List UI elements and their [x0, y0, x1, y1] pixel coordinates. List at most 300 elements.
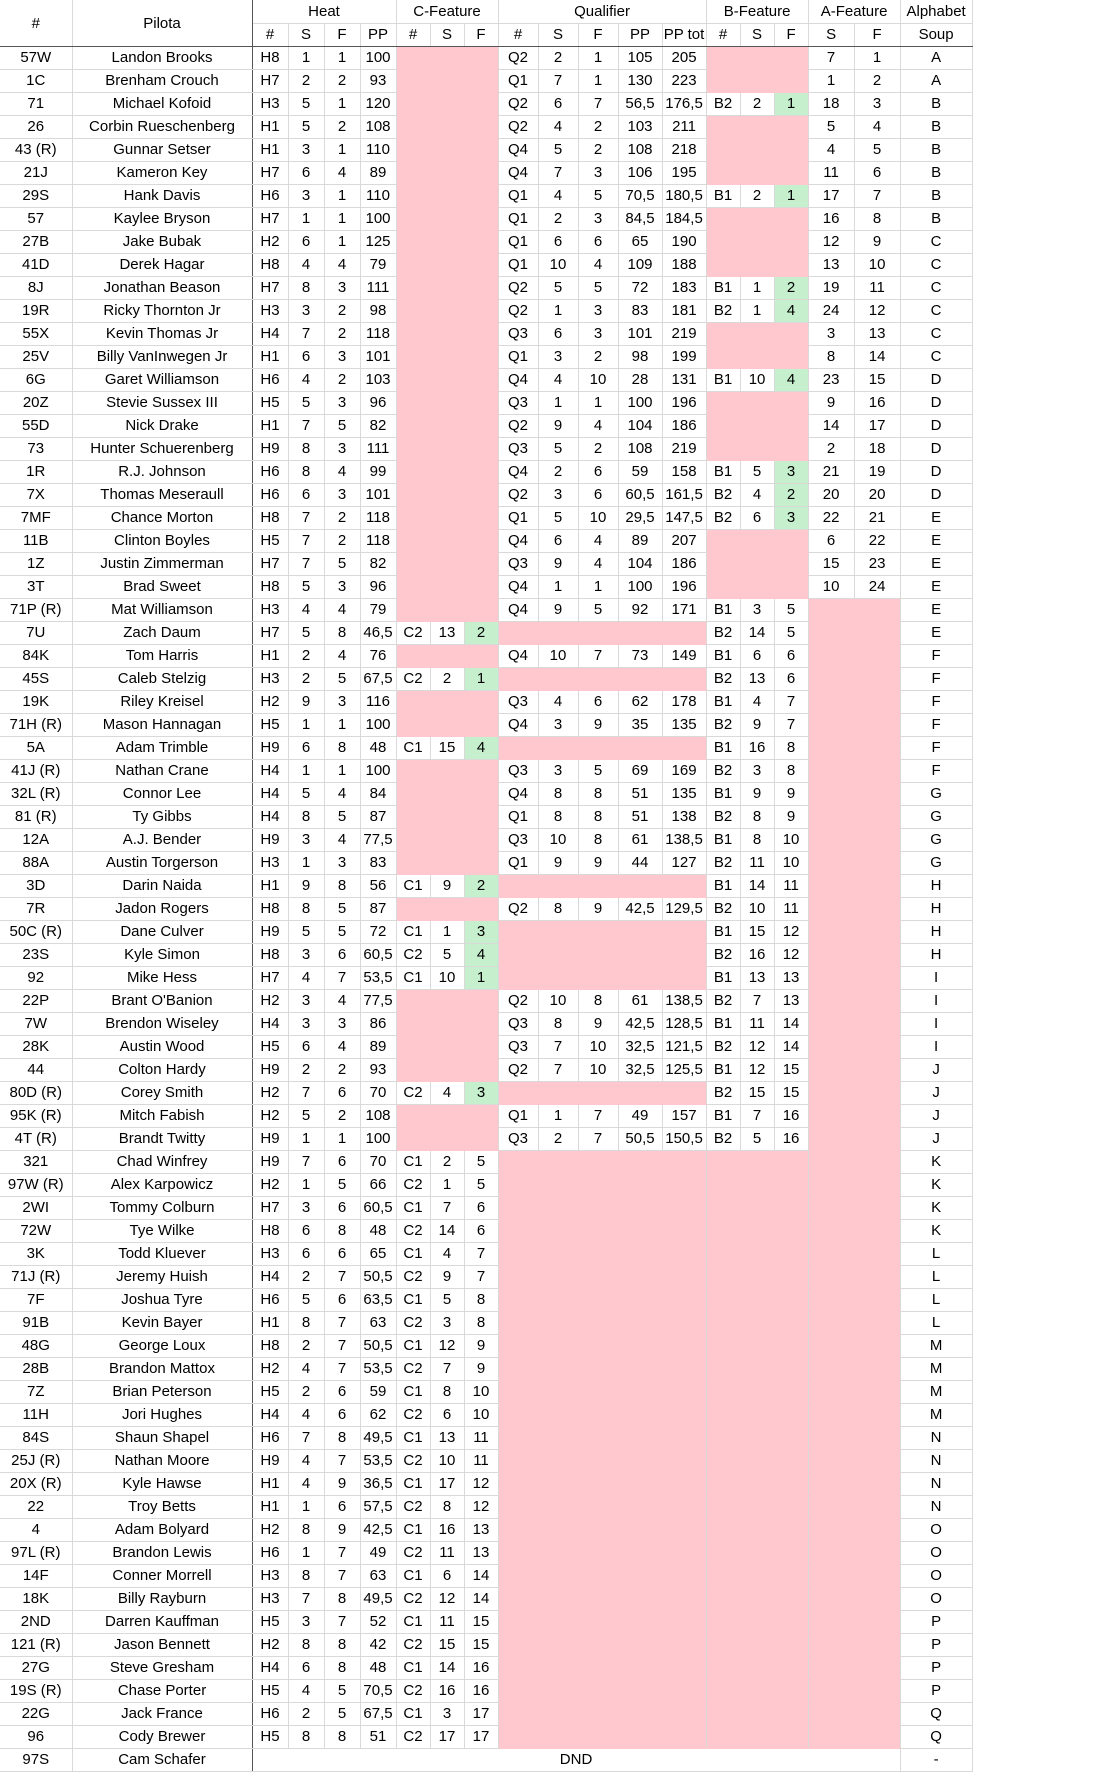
cell-b-feature: B1 — [706, 369, 740, 392]
cell-c-feature — [430, 116, 464, 139]
cell-qualifier: 8 — [578, 783, 618, 806]
cell-heat: 2 — [288, 1266, 324, 1289]
cell-qualifier: 205 — [662, 47, 706, 70]
cell-qualifier — [498, 1565, 538, 1588]
cell-qualifier: 103 — [618, 116, 662, 139]
cell-c-feature — [396, 553, 430, 576]
cell-a-feature: 5 — [808, 116, 854, 139]
cell-c-feature: 2 — [464, 875, 498, 898]
cell-b-feature: 5 — [774, 622, 808, 645]
cell-qualifier — [618, 1634, 662, 1657]
cell-b-feature: B2 — [706, 806, 740, 829]
cell-b-feature: B2 — [706, 944, 740, 967]
cell-c-feature — [396, 139, 430, 162]
cell-alphabet-soup: D — [900, 415, 972, 438]
cell-qualifier: 5 — [578, 185, 618, 208]
cell-b-feature: 3 — [774, 507, 808, 530]
table-row — [0, 1749, 972, 1772]
cell-driver-name: Gunnar Setser — [72, 139, 252, 162]
cell-qualifier: 10 — [578, 507, 618, 530]
cell-heat: 3 — [288, 1013, 324, 1036]
cell-qualifier — [578, 1473, 618, 1496]
table-row — [0, 875, 972, 898]
cell-qualifier — [498, 1082, 538, 1105]
cell-heat: 63,5 — [360, 1289, 396, 1312]
cell-b-feature — [740, 208, 774, 231]
cell-heat: 4 — [324, 461, 360, 484]
cell-qualifier — [662, 1312, 706, 1335]
cell-car-number: 29S — [0, 185, 72, 208]
cell-heat: 53,5 — [360, 1450, 396, 1473]
cell-alphabet-soup: J — [900, 1128, 972, 1151]
cell-qualifier: 127 — [662, 852, 706, 875]
cell-heat: 1 — [324, 760, 360, 783]
cell-qualifier — [578, 1450, 618, 1473]
cell-qualifier — [578, 1243, 618, 1266]
cell-qualifier — [578, 875, 618, 898]
cell-a-feature — [808, 1220, 854, 1243]
cell-driver-name: Thomas Meseraull — [72, 484, 252, 507]
cell-a-feature — [808, 1657, 854, 1680]
cell-c-feature: 6 — [464, 1197, 498, 1220]
table-row — [0, 139, 972, 162]
cell-b-feature — [774, 1703, 808, 1726]
cell-car-number: 3K — [0, 1243, 72, 1266]
cell-b-feature: 4 — [740, 691, 774, 714]
cell-alphabet-soup: C — [900, 231, 972, 254]
cell-qualifier: 8 — [538, 806, 578, 829]
cell-qualifier — [578, 944, 618, 967]
cell-alphabet-soup: C — [900, 277, 972, 300]
cell-qualifier — [618, 1496, 662, 1519]
cell-qualifier — [498, 1657, 538, 1680]
cell-heat: 116 — [360, 691, 396, 714]
table-row — [0, 990, 972, 1013]
cell-heat: 8 — [324, 1726, 360, 1749]
table-row — [0, 1335, 972, 1358]
cell-qualifier — [498, 1358, 538, 1381]
cell-a-feature — [854, 645, 900, 668]
cell-a-feature — [808, 1312, 854, 1335]
cell-c-feature: 5 — [464, 1151, 498, 1174]
cell-c-feature: 13 — [464, 1542, 498, 1565]
cell-a-feature — [854, 1128, 900, 1151]
cell-qualifier: 5 — [538, 277, 578, 300]
cell-qualifier: 7 — [578, 645, 618, 668]
cell-b-feature: 9 — [774, 783, 808, 806]
table-row — [0, 1611, 972, 1634]
cell-alphabet-soup: D — [900, 369, 972, 392]
cell-b-feature — [706, 1565, 740, 1588]
cell-b-feature — [740, 1703, 774, 1726]
cell-b-feature — [774, 346, 808, 369]
cell-qualifier: 131 — [662, 369, 706, 392]
cell-qualifier: 5 — [578, 760, 618, 783]
cell-b-feature — [740, 162, 774, 185]
cell-b-feature: B1 — [706, 1013, 740, 1036]
cell-b-feature — [706, 1496, 740, 1519]
cell-qualifier — [662, 1266, 706, 1289]
cell-qualifier — [538, 1542, 578, 1565]
cell-driver-name: Hank Davis — [72, 185, 252, 208]
cell-a-feature: 2 — [854, 70, 900, 93]
cell-alphabet-soup: M — [900, 1358, 972, 1381]
cell-qualifier — [538, 1266, 578, 1289]
cell-b-feature: 10 — [740, 898, 774, 921]
cell-qualifier: 1 — [578, 392, 618, 415]
table-row — [0, 921, 972, 944]
cell-qualifier — [538, 1151, 578, 1174]
cell-c-feature — [464, 116, 498, 139]
cell-qualifier: 69 — [618, 760, 662, 783]
cell-c-feature: 17 — [430, 1473, 464, 1496]
cell-qualifier — [618, 921, 662, 944]
cell-c-feature — [396, 47, 430, 70]
cell-qualifier — [498, 1496, 538, 1519]
cell-heat: 1 — [324, 1128, 360, 1151]
cell-a-feature — [808, 1381, 854, 1404]
cell-qualifier: 7 — [578, 93, 618, 116]
cell-b-feature — [706, 47, 740, 70]
cell-a-feature: 15 — [808, 553, 854, 576]
cell-qualifier: 171 — [662, 599, 706, 622]
cell-alphabet-soup: I — [900, 1036, 972, 1059]
cell-b-feature: 16 — [774, 1128, 808, 1151]
cell-qualifier: 10 — [538, 254, 578, 277]
header-pilota: Pilota — [72, 0, 252, 47]
cell-alphabet-soup: P — [900, 1611, 972, 1634]
cell-driver-name: Nick Drake — [72, 415, 252, 438]
cell-heat: H8 — [252, 254, 288, 277]
table-row — [0, 1151, 972, 1174]
cell-c-feature: C1 — [396, 1335, 430, 1358]
cell-a-feature: 7 — [808, 47, 854, 70]
cell-a-feature — [808, 1243, 854, 1266]
cell-qualifier: 149 — [662, 645, 706, 668]
cell-b-feature — [740, 1588, 774, 1611]
cell-car-number: 57 — [0, 208, 72, 231]
cell-qualifier: 10 — [578, 1059, 618, 1082]
cell-alphabet-soup: P — [900, 1657, 972, 1680]
cell-a-feature: 3 — [854, 93, 900, 116]
cell-qualifier: 5 — [538, 139, 578, 162]
cell-heat: 8 — [324, 1634, 360, 1657]
cell-driver-name: Chase Porter — [72, 1680, 252, 1703]
cell-heat: 1 — [288, 1496, 324, 1519]
cell-heat: 8 — [288, 1634, 324, 1657]
cell-driver-name: Billy Rayburn — [72, 1588, 252, 1611]
cell-car-number: 27G — [0, 1657, 72, 1680]
cell-c-feature — [464, 599, 498, 622]
cell-a-feature: 21 — [808, 461, 854, 484]
cell-heat: 2 — [324, 530, 360, 553]
cell-a-feature: 18 — [808, 93, 854, 116]
cell-heat: 5 — [324, 921, 360, 944]
cell-c-feature — [396, 714, 430, 737]
cell-heat: H1 — [252, 875, 288, 898]
cell-qualifier: 7 — [538, 1036, 578, 1059]
cell-a-feature: 6 — [808, 530, 854, 553]
cell-b-feature — [706, 1381, 740, 1404]
cell-heat: 50,5 — [360, 1266, 396, 1289]
table-row — [0, 484, 972, 507]
cell-qualifier: 125,5 — [662, 1059, 706, 1082]
cell-heat: 67,5 — [360, 1703, 396, 1726]
cell-alphabet-soup: A — [900, 47, 972, 70]
cell-heat: 1 — [324, 93, 360, 116]
cell-qualifier: 73 — [618, 645, 662, 668]
cell-b-feature: 13 — [740, 967, 774, 990]
cell-car-number: 91B — [0, 1312, 72, 1335]
cell-b-feature — [706, 1473, 740, 1496]
cell-b-feature — [740, 392, 774, 415]
cell-heat: H7 — [252, 277, 288, 300]
cell-qualifier: Q1 — [498, 852, 538, 875]
table-row — [0, 1381, 972, 1404]
cell-driver-name: Billy VanInwegen Jr — [72, 346, 252, 369]
header-heat-s: S — [288, 24, 324, 47]
cell-heat: 6 — [288, 1036, 324, 1059]
cell-heat: 118 — [360, 323, 396, 346]
table-row — [0, 1105, 972, 1128]
cell-a-feature — [808, 1726, 854, 1749]
cell-c-feature — [430, 277, 464, 300]
cell-b-feature: B2 — [706, 300, 740, 323]
cell-alphabet-soup: F — [900, 668, 972, 691]
cell-qualifier: 2 — [538, 47, 578, 70]
table-row — [0, 208, 972, 231]
cell-driver-name: Austin Torgerson — [72, 852, 252, 875]
cell-qualifier: 9 — [578, 1013, 618, 1036]
cell-c-feature — [396, 645, 430, 668]
cell-b-feature — [774, 208, 808, 231]
cell-alphabet-soup: L — [900, 1266, 972, 1289]
cell-c-feature: C1 — [396, 1151, 430, 1174]
cell-b-feature — [774, 392, 808, 415]
cell-qualifier: Q4 — [498, 461, 538, 484]
cell-heat: 48 — [360, 1657, 396, 1680]
cell-driver-name: Ty Gibbs — [72, 806, 252, 829]
cell-qualifier: 2 — [578, 346, 618, 369]
cell-car-number: 7U — [0, 622, 72, 645]
cell-alphabet-soup: L — [900, 1312, 972, 1335]
cell-heat: 63 — [360, 1565, 396, 1588]
cell-qualifier: 1 — [538, 300, 578, 323]
cell-heat: 9 — [288, 691, 324, 714]
cell-b-feature: 14 — [774, 1036, 808, 1059]
cell-b-feature — [740, 116, 774, 139]
table-row — [0, 1496, 972, 1519]
cell-alphabet-soup: C — [900, 323, 972, 346]
cell-heat: H7 — [252, 622, 288, 645]
cell-heat: H2 — [252, 1634, 288, 1657]
cell-b-feature — [774, 1335, 808, 1358]
cell-c-feature — [396, 576, 430, 599]
cell-qualifier — [498, 921, 538, 944]
cell-qualifier: Q2 — [498, 93, 538, 116]
cell-c-feature — [430, 254, 464, 277]
cell-qualifier — [662, 1680, 706, 1703]
cell-b-feature: 15 — [774, 1059, 808, 1082]
cell-heat: 7 — [324, 1335, 360, 1358]
cell-car-number: 21J — [0, 162, 72, 185]
cell-b-feature — [740, 323, 774, 346]
cell-qualifier — [662, 967, 706, 990]
cell-b-feature — [706, 1427, 740, 1450]
cell-b-feature — [774, 576, 808, 599]
cell-b-feature — [774, 1427, 808, 1450]
table-row — [0, 323, 972, 346]
cell-heat: 7 — [324, 967, 360, 990]
cell-a-feature — [808, 1059, 854, 1082]
cell-b-feature — [774, 1404, 808, 1427]
cell-qualifier: 2 — [538, 208, 578, 231]
cell-heat: 8 — [324, 1427, 360, 1450]
cell-qualifier — [538, 1427, 578, 1450]
cell-car-number: 28B — [0, 1358, 72, 1381]
table-row — [0, 93, 972, 116]
cell-qualifier: 5 — [578, 599, 618, 622]
cell-qualifier: 28 — [618, 369, 662, 392]
cell-a-feature — [854, 1335, 900, 1358]
cell-alphabet-soup: K — [900, 1220, 972, 1243]
cell-c-feature: 12 — [430, 1588, 464, 1611]
cell-driver-name: Jonathan Beason — [72, 277, 252, 300]
cell-qualifier — [662, 1611, 706, 1634]
cell-car-number: 121 (R) — [0, 1634, 72, 1657]
cell-a-feature — [854, 1059, 900, 1082]
cell-a-feature: 16 — [854, 392, 900, 415]
cell-heat: 1 — [324, 139, 360, 162]
cell-alphabet-soup: B — [900, 139, 972, 162]
cell-heat: 3 — [288, 944, 324, 967]
table-row — [0, 1473, 972, 1496]
cell-qualifier: 6 — [578, 231, 618, 254]
table-row — [0, 1680, 972, 1703]
cell-c-feature — [464, 254, 498, 277]
cell-a-feature — [808, 668, 854, 691]
header-qualifier: Qualifier — [498, 0, 706, 24]
cell-a-feature: 12 — [854, 300, 900, 323]
cell-c-feature — [396, 990, 430, 1013]
cell-car-number: 88A — [0, 852, 72, 875]
cell-c-feature — [464, 415, 498, 438]
cell-c-feature: 5 — [430, 944, 464, 967]
cell-b-feature — [740, 1450, 774, 1473]
cell-a-feature — [808, 1404, 854, 1427]
cell-heat: 1 — [288, 714, 324, 737]
cell-a-feature — [808, 1266, 854, 1289]
cell-alphabet-soup: I — [900, 967, 972, 990]
cell-a-feature: 19 — [808, 277, 854, 300]
cell-b-feature — [740, 1726, 774, 1749]
cell-c-feature: C1 — [396, 1519, 430, 1542]
cell-car-number: 2ND — [0, 1611, 72, 1634]
cell-b-feature — [706, 1611, 740, 1634]
cell-b-feature — [740, 438, 774, 461]
cell-b-feature: 1 — [774, 93, 808, 116]
cell-b-feature — [706, 576, 740, 599]
cell-heat: 93 — [360, 1059, 396, 1082]
cell-b-feature: 2 — [740, 185, 774, 208]
cell-heat: 8 — [324, 1657, 360, 1680]
cell-qualifier: Q2 — [498, 898, 538, 921]
cell-qualifier: 4 — [578, 415, 618, 438]
cell-c-feature — [430, 1059, 464, 1082]
cell-heat: H1 — [252, 1473, 288, 1496]
cell-a-feature — [808, 1128, 854, 1151]
cell-driver-name: Darren Kauffman — [72, 1611, 252, 1634]
cell-qualifier: 183 — [662, 277, 706, 300]
cell-qualifier: 190 — [662, 231, 706, 254]
cell-c-feature: 1 — [430, 1174, 464, 1197]
cell-car-number: 81 (R) — [0, 806, 72, 829]
cell-a-feature — [854, 783, 900, 806]
cell-qualifier — [618, 967, 662, 990]
cell-qualifier: Q3 — [498, 1013, 538, 1036]
cell-qualifier — [618, 1266, 662, 1289]
cell-b-feature — [740, 1657, 774, 1680]
cell-c-feature — [464, 323, 498, 346]
cell-heat: 6 — [288, 162, 324, 185]
cell-driver-name: Justin Zimmerman — [72, 553, 252, 576]
table-row — [0, 852, 972, 875]
cell-c-feature — [396, 116, 430, 139]
cell-heat: 8 — [288, 898, 324, 921]
cell-driver-name: Caleb Stelzig — [72, 668, 252, 691]
cell-heat: 5 — [324, 806, 360, 829]
cell-qualifier: 6 — [538, 530, 578, 553]
cell-heat: 7 — [288, 507, 324, 530]
cell-c-feature: C1 — [396, 1473, 430, 1496]
cell-a-feature — [808, 852, 854, 875]
cell-a-feature: 13 — [854, 323, 900, 346]
cell-qualifier: 3 — [538, 346, 578, 369]
cell-c-feature: C2 — [396, 1634, 430, 1657]
cell-b-feature — [740, 1404, 774, 1427]
cell-heat: 42,5 — [360, 1519, 396, 1542]
cell-heat: 100 — [360, 760, 396, 783]
cell-qualifier — [618, 668, 662, 691]
cell-b-feature — [774, 1220, 808, 1243]
cell-b-feature — [706, 162, 740, 185]
cell-qualifier — [662, 1381, 706, 1404]
cell-heat: H3 — [252, 300, 288, 323]
cell-c-feature — [430, 806, 464, 829]
cell-b-feature: 3 — [774, 461, 808, 484]
cell-heat: 49,5 — [360, 1427, 396, 1450]
cell-qualifier: 32,5 — [618, 1059, 662, 1082]
cell-qualifier: Q2 — [498, 116, 538, 139]
cell-qualifier — [538, 1726, 578, 1749]
cell-car-number: 71J (R) — [0, 1266, 72, 1289]
table-row — [0, 829, 972, 852]
cell-driver-name: Garet Williamson — [72, 369, 252, 392]
cell-b-feature: B2 — [706, 898, 740, 921]
cell-driver-name: Stevie Sussex III — [72, 392, 252, 415]
cell-b-feature — [774, 1266, 808, 1289]
cell-qualifier: 130 — [618, 70, 662, 93]
cell-heat: H9 — [252, 1059, 288, 1082]
cell-b-feature — [740, 1197, 774, 1220]
cell-a-feature — [808, 1542, 854, 1565]
table-row — [0, 898, 972, 921]
cell-qualifier — [618, 1174, 662, 1197]
cell-c-feature: 8 — [464, 1289, 498, 1312]
cell-qualifier: Q3 — [498, 1128, 538, 1151]
cell-qualifier: 108 — [618, 139, 662, 162]
cell-b-feature — [774, 553, 808, 576]
